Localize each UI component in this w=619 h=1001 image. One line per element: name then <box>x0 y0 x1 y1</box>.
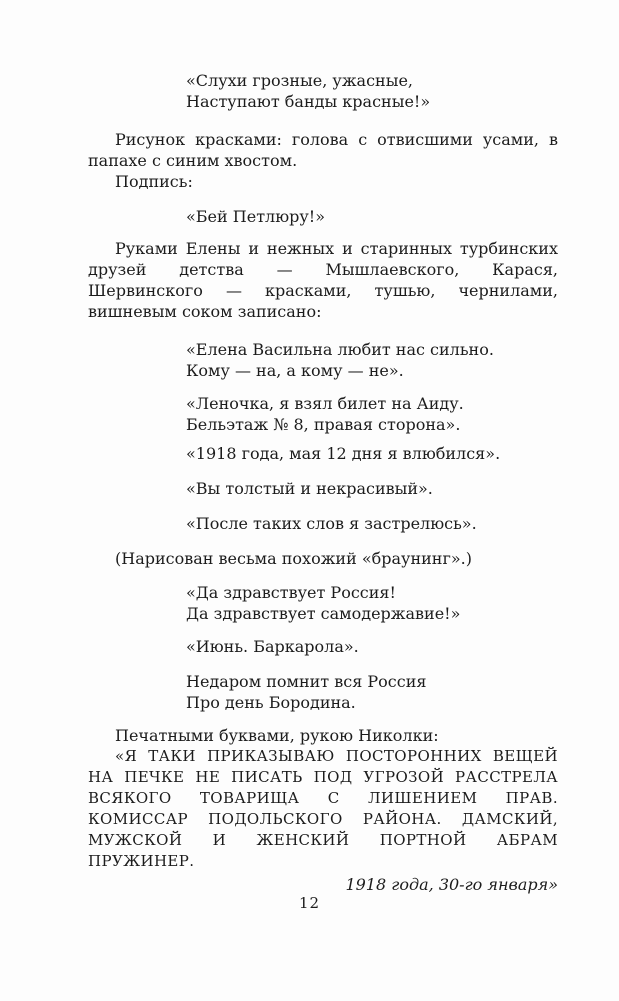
verse-line: «Да здравствует Россия! <box>186 583 396 602</box>
verse-line: Недаром помнит вся Россия <box>186 672 427 691</box>
verse-block-elena <box>186 339 558 381</box>
verse-line: «После таких слов я застрелюсь». <box>186 514 477 533</box>
verse-line: «1918 года, мая 12 дня я влюбился». <box>186 444 501 463</box>
verse-line: «Слухи грозные, ужасные, <box>186 71 413 90</box>
page-number: 12 <box>298 894 321 912</box>
verse-line: «Елена Васильна любит нас сильно. <box>186 340 494 359</box>
verse-line: Да здравствует самодержавие!» <box>186 604 461 623</box>
paragraph-drawing: Рисунок красками: голова с отвисшими усами, в папахе с синим хвостом. <box>88 130 558 170</box>
verse-line: Наступают банды красные!» <box>186 92 431 111</box>
verse-line: Кому — на, а кому — не». <box>186 361 404 380</box>
caps-inscription-paragraph: «Я ТАКИ ПРИКАЗЫВАЮ ПОСТОРОННИХ ВЕЩЕЙ НА ПЕЧКЕ НЕ ПИСАТЬ ПОД УГРОЗОЙ РАССТРЕЛА ВСЯКОГО ТОВАРИЩА С ЛИШЕНИЕМ ПРАВ. КОМИССАР ПОДОЛЬСКОГО РАЙОНА. ДАМСКИЙ, МУЖСКОЙ И ЖЕНСКИЙ ПОРТНОЙ АБРАМ ПРУЖИНЕР. <box>88 747 558 870</box>
verse-block-aida <box>186 393 558 435</box>
verse-block-long-live-russia <box>186 582 558 624</box>
verse-line: «Июнь. Баркарола». <box>186 637 359 656</box>
verse-line: «Леночка, я взял билет на Аиду. <box>186 394 464 413</box>
paragraph-browning: (Нарисован весьма похожий «браунинг».) <box>115 549 472 568</box>
paragraph-caption-intro: Подпись: <box>115 172 193 191</box>
paragraph-nikolka-intro: Печатными буквами, рукою Николки: <box>115 726 439 745</box>
verse-block-petliura <box>186 206 558 227</box>
verse-block-rumors <box>186 70 558 112</box>
paragraph-hands-of-elena: Руками Елены и нежных и старинных турбинских друзей детства — Мышлаевского, Карася, Шервинского — красками, тушью, чернилами, вишневым соком записано: <box>88 239 558 321</box>
verse-block-fell-in-love <box>186 443 558 464</box>
verse-block-borodino <box>186 671 558 713</box>
verse-block-barcarole <box>186 636 558 657</box>
verse-line: «Вы толстый и некрасивый». <box>186 479 433 498</box>
verse-line: Бельэтаж № 8, правая сторона». <box>186 415 461 434</box>
verse-line: «Бей Петлюру!» <box>186 207 326 226</box>
verse-block-fat-ugly <box>186 478 558 499</box>
verse-block-shoot-myself <box>186 513 558 534</box>
date-attribution: 1918 года, 30-го января» <box>345 875 558 894</box>
verse-line: Про день Бородина. <box>186 693 356 712</box>
